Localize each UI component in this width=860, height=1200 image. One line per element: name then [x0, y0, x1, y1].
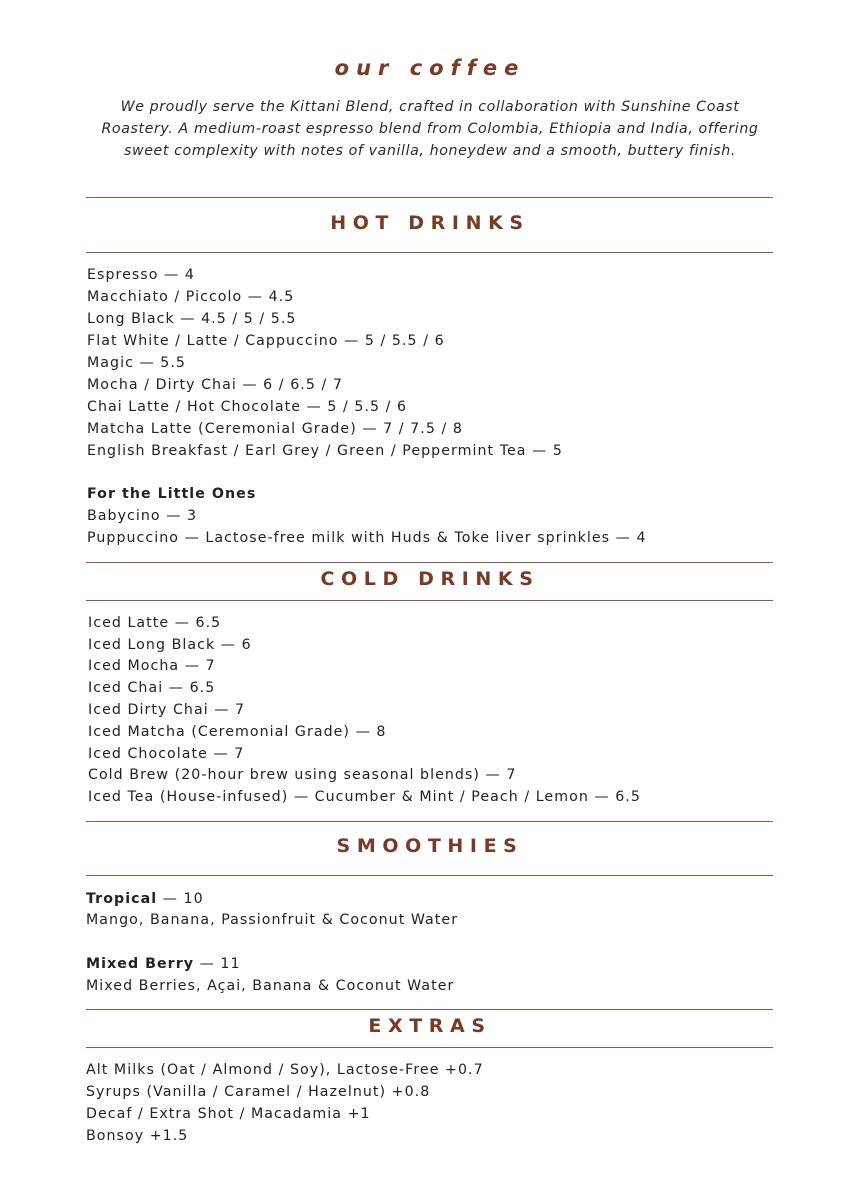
hot-drinks-heading: HOT DRINKS [330, 212, 530, 234]
menu-item: Long Black — 4.5 / 5 / 5.5 [87, 311, 297, 327]
menu-item: English Breakfast / Earl Grey / Green / Peppermint Tea — 5 [87, 443, 563, 459]
menu-item: Iced Matcha (Ceremonial Grade) — 8 [88, 724, 387, 740]
menu-item: Flat White / Latte / Cappuccino — 5 / 5.5 / 6 [87, 333, 445, 349]
menu-item: Alt Milks (Oat / Almond / Soy), Lactose-Free +0.7 [86, 1062, 484, 1078]
page-title: our coffee [334, 56, 526, 80]
divider [86, 252, 773, 253]
menu-item: Puppuccino — Lactose-free milk with Huds & Toke liver sprinkles — 4 [87, 530, 647, 546]
menu-item: Mocha / Dirty Chai — 6 / 6.5 / 7 [87, 377, 343, 393]
smoothie-price: — 11 [194, 956, 241, 972]
divider [86, 821, 773, 822]
divider [86, 1009, 773, 1010]
little-ones-heading: For the Little Ones [87, 486, 257, 502]
smoothie-price: — 10 [157, 891, 204, 907]
smoothie-item [86, 890, 204, 908]
cold-drinks-heading: COLD DRINKS [320, 568, 540, 590]
menu-item: Syrups (Vanilla / Caramel / Hazelnut) +0.8 [86, 1084, 431, 1100]
smoothies-heading: SMOOTHIES [336, 835, 524, 857]
menu-item: Bonsoy +1.5 [86, 1128, 189, 1144]
menu-item: Iced Chai — 6.5 [88, 680, 216, 696]
menu-item: Iced Chocolate — 7 [88, 746, 245, 762]
menu-item: Iced Mocha — 7 [88, 658, 216, 674]
menu-item: Chai Latte / Hot Chocolate — 5 / 5.5 / 6 [87, 399, 408, 415]
divider [86, 1047, 773, 1048]
smoothie-description: Mixed Berries, Açai, Banana & Coconut Water [86, 978, 455, 994]
smoothie-name: Mixed Berry [86, 956, 195, 972]
menu-item: Iced Tea (House-infused) — Cucumber & Mint / Peach / Lemon — 6.5 [88, 789, 641, 805]
menu-item: Iced Dirty Chai — 7 [88, 702, 246, 718]
divider [86, 197, 773, 198]
menu-item: Cold Brew (20-hour brew using seasonal blends) — 7 [88, 767, 517, 783]
smoothie-name: Tropical [86, 891, 158, 907]
menu-item: Babycino — 3 [87, 508, 198, 524]
menu-item: Magic — 5.5 [87, 355, 187, 371]
divider [86, 562, 773, 563]
smoothie-item [86, 955, 241, 973]
divider [86, 875, 773, 876]
intro-paragraph: We proudly serve the Kittani Blend, crafted in collaboration with Sunshine Coast Roastery. A medium-roast espresso blend from Colombia, Ethiopia and India, offering sweet complexity with notes of vanilla, honeydew and a smooth, buttery finish. [101, 99, 759, 159]
menu-item: Iced Long Black — 6 [88, 637, 252, 653]
menu-item: Decaf / Extra Shot / Macadamia +1 [86, 1106, 371, 1122]
menu-item: Espresso — 4 [87, 267, 195, 283]
menu-item: Macchiato / Piccolo — 4.5 [87, 289, 295, 305]
extras-heading: EXTRAS [368, 1015, 492, 1037]
menu-item: Matcha Latte (Ceremonial Grade) — 7 / 7.5 / 8 [87, 421, 463, 437]
smoothie-description: Mango, Banana, Passionfruit & Coconut Water [86, 912, 459, 928]
menu-item: Iced Latte — 6.5 [88, 615, 222, 631]
divider [86, 600, 773, 601]
